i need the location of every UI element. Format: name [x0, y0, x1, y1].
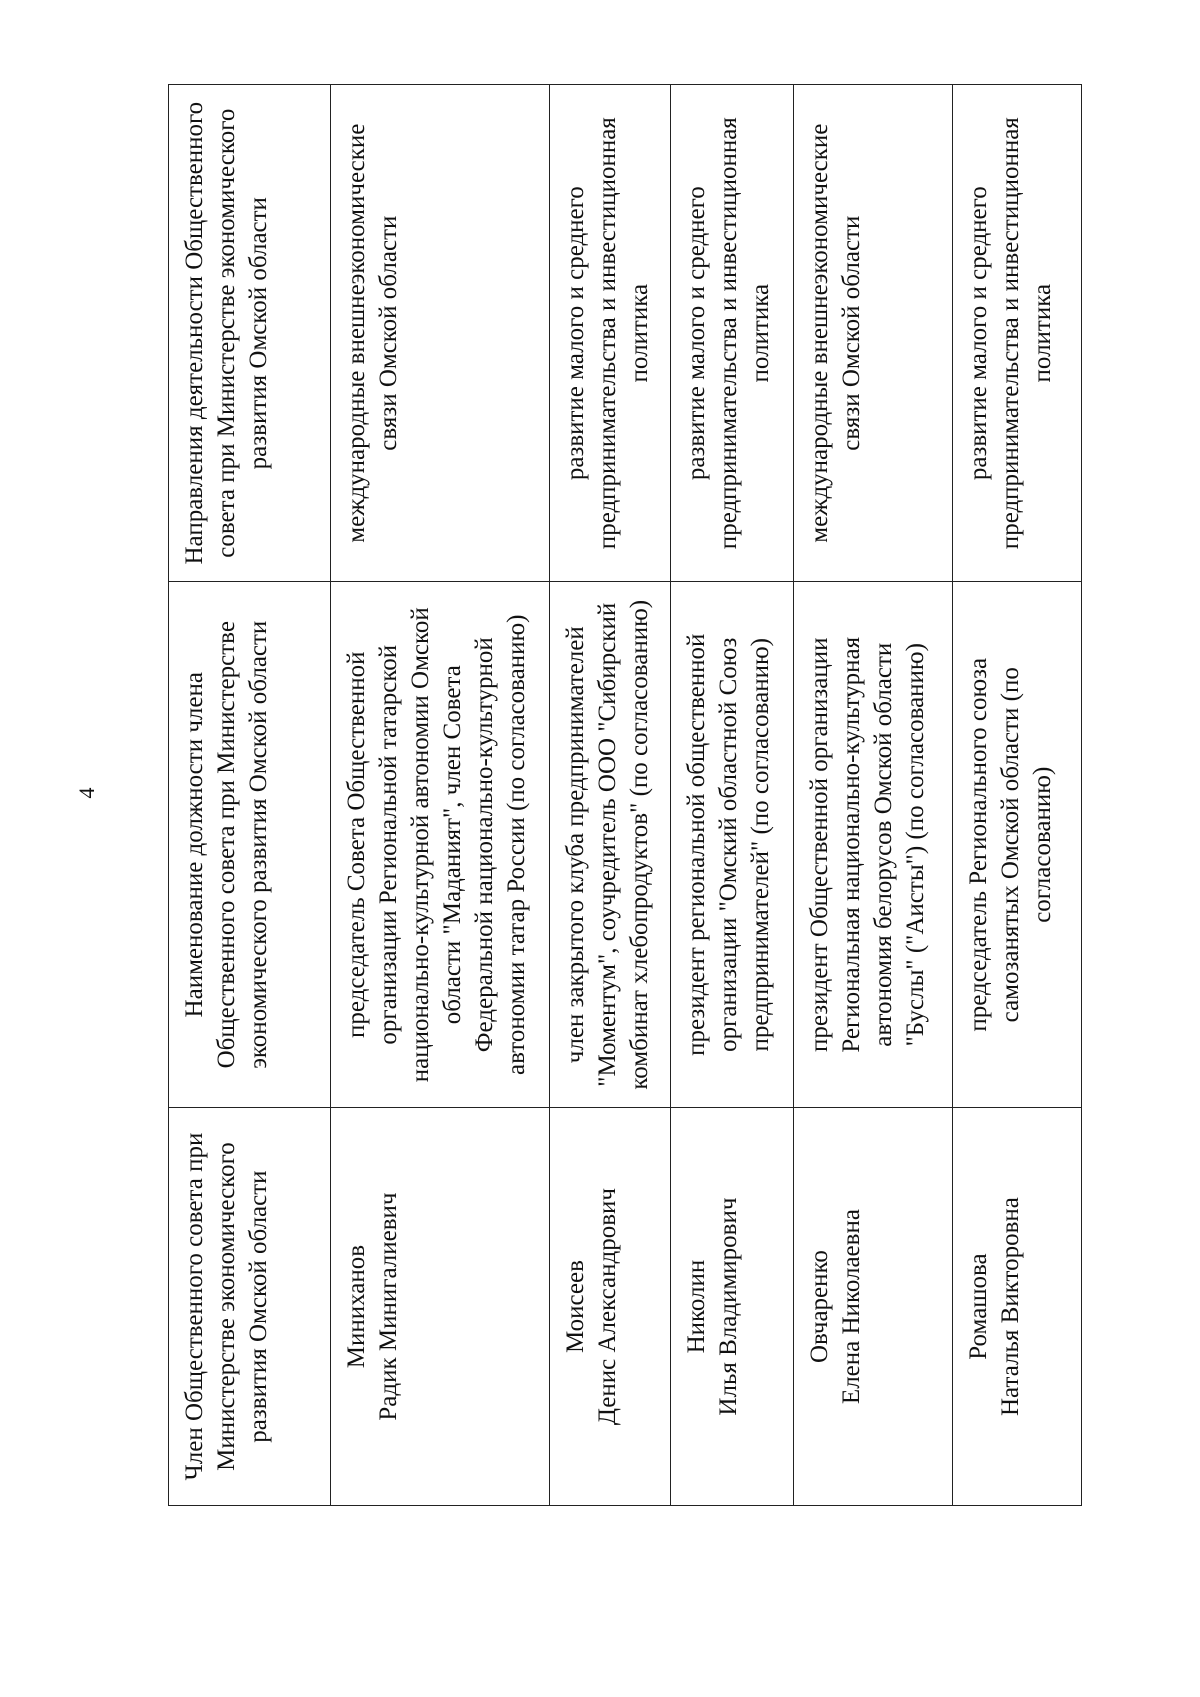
member-name-cell — [670, 1108, 793, 1506]
member-name-cell — [794, 1108, 953, 1506]
table-row — [794, 85, 953, 1506]
table-header-row — [169, 85, 331, 1506]
rotated-table-container — [168, 84, 1082, 1506]
member-given-name: Наталья Викторовна — [997, 1197, 1025, 1417]
header-member: Член Общественного совета при Министерстве экономического развития Омской области — [169, 1108, 331, 1506]
member-given-name: Илья Владимирович — [714, 1197, 742, 1416]
page-number: 4 — [74, 787, 99, 799]
member-name-cell — [953, 1108, 1082, 1506]
member-surname: Миниханов — [343, 1244, 371, 1369]
council-members-table — [168, 84, 1082, 1506]
table-row — [670, 85, 793, 1506]
member-direction: развитие малого и среднего предпринимательства и инвестиционная политика — [953, 85, 1082, 582]
member-direction: международные внешнеэкономические связи Омской области — [794, 85, 953, 582]
member-direction: международные внешнеэкономические связи Омской области — [331, 85, 550, 582]
member-direction: развитие малого и среднего предпринимательства и инвестиционная политика — [550, 85, 670, 582]
member-name-cell — [550, 1108, 670, 1506]
member-surname: Овчаренко — [806, 1250, 834, 1364]
member-surname: Ромашова — [965, 1253, 993, 1360]
member-position: председатель Совета Общественной организации Региональной татарской национально-культурной автономии Омской области "Маданият", член Совета Федеральной национально-культурной автономии татар России (по согласованию) — [331, 582, 550, 1108]
member-surname: Моисеев — [562, 1260, 590, 1354]
table-row — [331, 85, 550, 1506]
member-name-cell — [331, 1108, 550, 1506]
member-given-name: Радик Минигалиевич — [375, 1192, 403, 1421]
member-given-name: Денис Александрович — [594, 1188, 622, 1426]
member-position: член закрытого клуба предпринимателей "Моментум", соучредитель ООО "Сибирский комбинат хлебопродуктов" (по согласованию) — [550, 582, 670, 1108]
header-position: Наименование должности члена Общественного совета при Министерстве экономического развития Омской области — [169, 582, 331, 1108]
member-position: председатель Регионального союза самозанятых Омской области (по согласованию) — [953, 582, 1082, 1108]
table-row — [550, 85, 670, 1506]
table-row — [953, 85, 1082, 1506]
member-position: президент региональной общественной организации "Омский областной Союз предпринимателей" (по согласованию) — [670, 582, 793, 1108]
member-surname: Николин — [682, 1259, 710, 1354]
header-direction: Направления деятельности Общественного совета при Министерстве экономического развития Омской области — [169, 85, 331, 582]
member-direction: развитие малого и среднего предпринимательства и инвестиционная политика — [670, 85, 793, 582]
member-given-name: Елена Николаевна — [838, 1209, 866, 1405]
member-position: президент Общественной организации Региональная национально-культурная автономия белорусов Омской области "Буслы" ("Аисты") (по согласованию) — [794, 582, 953, 1108]
